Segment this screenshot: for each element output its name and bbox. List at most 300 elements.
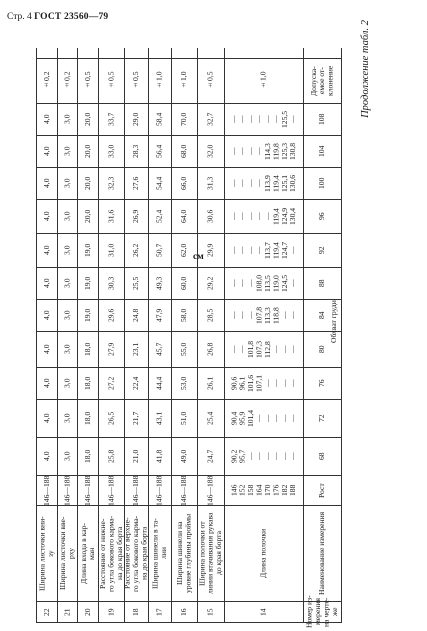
size-value-96 [149, 199, 172, 233]
row-number-text: 17 [154, 608, 164, 616]
growth-values-text: 146—188 [62, 475, 72, 506]
size-value-100-text: 54,4 [154, 176, 164, 191]
size-value-72 [99, 399, 124, 437]
size-value-100 [149, 167, 172, 199]
size-value-96 [37, 199, 58, 233]
size-value-84 [99, 299, 124, 331]
size-value-72 [225, 399, 303, 437]
size-value-80-text: 3,0 [62, 344, 72, 355]
growth-values-text: 146—188 [154, 475, 164, 506]
size-value-80-text: — — 101,8 107,3 112,8 — — — [229, 340, 298, 359]
size-value-88 [125, 267, 148, 299]
row-number-text: 18 [131, 608, 141, 616]
size-value-100 [78, 167, 99, 199]
size-value-84-text: 3,0 [62, 310, 72, 321]
size-value-108 [37, 103, 58, 135]
col-header-size-104 [304, 135, 341, 167]
size-value-96-text: 64,0 [179, 209, 189, 224]
size-value-84 [58, 299, 77, 331]
measurement-name [172, 505, 197, 601]
tolerance-value [37, 58, 58, 103]
size-value-96-text: — — — — — 119,4 124,9 130,4 [229, 207, 298, 226]
size-value-88-text: — — — 108,0 113,5 119,0 124,5 — [229, 274, 298, 293]
size-value-100 [125, 167, 148, 199]
col-header-size-100-text: 100 [317, 177, 327, 190]
size-value-80 [172, 331, 197, 367]
growth-values [37, 475, 58, 505]
size-value-72-text: 3,0 [62, 413, 72, 424]
growth-values-text: 146—188 [106, 475, 116, 506]
col-header-size-68-text: 68 [317, 452, 327, 461]
size-value-84 [149, 299, 172, 331]
size-value-76 [78, 367, 99, 399]
table-row-16 [171, 48, 197, 623]
size-value-88 [225, 267, 303, 299]
row-number [78, 601, 99, 623]
size-value-88-text: 29,2 [205, 276, 215, 291]
size-value-88 [99, 267, 124, 299]
size-value-76-text: 3,0 [62, 378, 72, 389]
size-value-100-text: 66,0 [179, 176, 189, 191]
size-value-104-text: 3,0 [62, 146, 72, 157]
tolerance-value [198, 58, 224, 103]
row-number-text: 22 [41, 608, 51, 616]
row-number [225, 601, 303, 623]
size-value-96 [78, 199, 99, 233]
col-header-size-104-text: 104 [317, 145, 327, 158]
measurement-name [58, 505, 77, 601]
size-value-92 [225, 233, 303, 267]
measurement-name [78, 505, 99, 601]
table-row-19 [98, 48, 124, 623]
size-value-80-text: 18,0 [82, 342, 92, 357]
row-number [149, 601, 172, 623]
measurement-name [149, 505, 172, 601]
size-value-88 [78, 267, 99, 299]
measurement-name [99, 505, 124, 601]
size-value-96 [198, 199, 224, 233]
size-value-92 [149, 233, 172, 267]
table-row-17 [148, 48, 172, 623]
size-value-84-text: 58,0 [179, 308, 189, 323]
growth-values [125, 475, 148, 505]
size-value-88 [37, 267, 58, 299]
size-value-100 [99, 167, 124, 199]
tolerance-value [172, 58, 197, 103]
size-value-92-text: 62,0 [179, 243, 189, 258]
size-value-104 [198, 135, 224, 167]
tolerance-value-text: ±0,5 [131, 71, 141, 91]
measurement-name-text: Ширина листочки вни- зу [37, 516, 55, 591]
col-header-size-76 [304, 367, 341, 399]
tolerance-value-text: ±0,5 [82, 71, 92, 91]
tolerance-value-text: ±0,5 [106, 71, 116, 91]
size-value-108-text: 70,0 [179, 112, 189, 127]
size-value-108 [172, 103, 197, 135]
growth-values-text: 146—188 [205, 475, 215, 506]
size-value-104-text: 68,0 [179, 144, 189, 159]
size-value-76-text: 90,6 96,1 101,6 107,1 — — — — [229, 374, 298, 393]
size-value-88-text: 30,3 [106, 276, 116, 291]
col-header-size-72 [304, 399, 341, 437]
tolerance-value [225, 58, 303, 103]
size-value-68-text: 18,0 [82, 449, 92, 464]
size-value-108 [78, 103, 99, 135]
size-value-100-text: 4,0 [41, 178, 51, 189]
table-row-14 [224, 48, 303, 623]
row-number [37, 601, 58, 623]
size-value-92-text: 26,2 [131, 243, 141, 258]
size-value-100-text: 20,0 [82, 176, 92, 191]
size-value-68-text: 49,0 [179, 449, 189, 464]
tolerance-value-text: ±1,0 [154, 71, 164, 91]
measurement-name [225, 505, 303, 601]
size-value-80-text: 55,0 [179, 342, 189, 357]
size-value-76 [198, 367, 224, 399]
size-value-80 [37, 331, 58, 367]
size-value-108 [149, 103, 172, 135]
col-header-growth [304, 475, 341, 505]
size-value-88 [149, 267, 172, 299]
size-value-100-text: — — — — 113,9 119,4 125,1 130,6 [229, 174, 298, 193]
measurement-name-text: Длина входа в кар- ман [78, 523, 97, 584]
col-header-tolerance-text: Допуска- емое от- клонение [308, 65, 335, 97]
tolerance-value [125, 58, 148, 103]
size-value-68-text: 41,8 [154, 449, 164, 464]
size-value-72-text: 18,0 [82, 411, 92, 426]
size-value-72 [198, 399, 224, 437]
size-value-84-text: — — — 107,8 113,3 118,8 — — [229, 306, 298, 325]
col-header-size-76-text: 76 [317, 379, 327, 388]
size-value-76 [225, 367, 303, 399]
size-value-68 [58, 437, 77, 475]
col-header-size-72-text: 72 [317, 414, 327, 423]
size-value-68 [37, 437, 58, 475]
measurement-name-text: Ширина шинели на уровне глубины проймы [175, 513, 193, 594]
size-value-104-text: 4,0 [41, 146, 51, 157]
size-value-96-text: 30,6 [205, 209, 215, 224]
size-value-104 [125, 135, 148, 167]
table-continuation-caption: Продолжение табл. 2 [360, 20, 371, 118]
size-value-100-text: 31,3 [205, 176, 215, 191]
size-value-76-text: 27,2 [106, 376, 116, 391]
growth-values [99, 475, 124, 505]
size-value-68 [225, 437, 303, 475]
size-value-104-text: 33,0 [106, 144, 116, 159]
size-value-68-text: 3,0 [62, 451, 72, 462]
size-value-104-text: — — — — 114,3 119,8 125,3 130,8 [229, 142, 298, 161]
size-value-80-text: 23,1 [131, 342, 141, 357]
col-header-size-88-text: 88 [317, 279, 327, 288]
size-value-68-text: 25,8 [106, 449, 116, 464]
size-value-100-text: 32,3 [106, 176, 116, 191]
measurement-name-text: Расстояние от верхне- го угла бокового карма- на до края борта [122, 515, 149, 592]
size-value-88 [58, 267, 77, 299]
row-number-text: 20 [82, 608, 92, 616]
size-value-108 [225, 103, 303, 135]
page-number: Стр. 4 [7, 12, 32, 22]
size-value-96 [58, 199, 77, 233]
size-value-88-text: 25,5 [131, 276, 141, 291]
col-header-size-80-text: 80 [317, 345, 327, 354]
size-value-108-text: 3,0 [62, 114, 72, 125]
col-header-num-text: Номер из- мерения на черте- же [304, 595, 339, 629]
size-value-76 [149, 367, 172, 399]
tolerance-value-text: ±0,2 [41, 71, 51, 91]
size-value-96 [125, 199, 148, 233]
size-value-104 [99, 135, 124, 167]
size-value-80-text: 26,8 [205, 342, 215, 357]
size-value-108-text: 29,0 [131, 112, 141, 127]
measurement-table [14, 48, 342, 629]
size-value-68 [198, 437, 224, 475]
table-row-15 [197, 48, 224, 623]
growth-values-text: 146—188 [179, 475, 189, 506]
size-value-68 [172, 437, 197, 475]
size-value-88 [172, 267, 197, 299]
size-value-68 [99, 437, 124, 475]
measurement-name-text: Длина полочки [258, 528, 268, 579]
size-value-80-text: 4,0 [41, 344, 51, 355]
row-number-text: 19 [106, 608, 116, 616]
size-value-104 [225, 135, 303, 167]
size-value-84 [37, 299, 58, 331]
size-value-104 [78, 135, 99, 167]
size-value-104 [172, 135, 197, 167]
growth-values-text: 146—188 [131, 475, 141, 506]
size-value-68 [149, 437, 172, 475]
row-number-text: 16 [179, 608, 189, 616]
size-value-96 [225, 199, 303, 233]
size-value-72 [78, 399, 99, 437]
measurement-name [37, 505, 58, 601]
col-header-growth-text: Рост [317, 483, 327, 498]
size-value-80 [225, 331, 303, 367]
page-header [7, 12, 108, 22]
size-value-84-text: 4,0 [41, 310, 51, 321]
size-value-76-text: 18,0 [82, 376, 92, 391]
size-value-96-text: 26,9 [131, 209, 141, 224]
size-value-100 [172, 167, 197, 199]
col-header-size-100 [304, 167, 341, 199]
size-value-76 [99, 367, 124, 399]
measurement-name-text: Ширина листочки вве- рху [58, 516, 76, 591]
size-value-80 [58, 331, 77, 367]
size-value-104 [149, 135, 172, 167]
size-value-76-text: 26,1 [205, 376, 215, 391]
size-value-100 [37, 167, 58, 199]
size-value-76 [37, 367, 58, 399]
row-number-text: 21 [62, 608, 72, 616]
size-value-72-text: 90,4 95,9 101,4 — — — — — [229, 409, 298, 428]
size-value-72 [58, 399, 77, 437]
size-value-88 [198, 267, 224, 299]
size-value-84 [225, 299, 303, 331]
size-value-88-text: 3,0 [62, 278, 72, 289]
measurement-name-text: Расстояние от нижне- го угла бокового карма- на до края борта [98, 515, 124, 592]
size-value-76 [125, 367, 148, 399]
tolerance-value-text: ±0,2 [62, 71, 72, 91]
table-row-21 [57, 48, 77, 623]
size-value-92 [37, 233, 58, 267]
size-value-92-text: 50,7 [154, 243, 164, 258]
size-value-92-text: 31,0 [106, 243, 116, 258]
size-value-108 [125, 103, 148, 135]
size-value-68-text: 24,7 [205, 449, 215, 464]
size-value-108 [99, 103, 124, 135]
size-value-88-text: 19,0 [82, 276, 92, 291]
tolerance-value-text: ±0,5 [205, 71, 215, 91]
size-value-92-text: — — — — 113,7 119,4 124,7 — [229, 241, 298, 260]
size-value-96 [172, 199, 197, 233]
row-number-text: 14 [258, 608, 268, 616]
measurement-name-text: Ширина шинели в та- лии [150, 518, 168, 589]
measurement-name [122, 505, 149, 601]
size-value-84-text: 47,9 [154, 308, 164, 323]
growth-values-text: 146—188 [82, 475, 92, 506]
col-header-tolerance [304, 58, 341, 103]
size-value-68-text: 90,2 95,7 — — — — — — [229, 449, 298, 464]
size-value-80-text: 45,7 [154, 342, 164, 357]
col-header-size-92 [304, 233, 341, 267]
size-value-92-text: 29,9 [205, 243, 215, 258]
size-value-100 [225, 167, 303, 199]
size-value-100-text: 3,0 [62, 178, 72, 189]
size-value-84 [198, 299, 224, 331]
table-row-20 [77, 48, 99, 623]
measurement-name [198, 505, 224, 601]
size-value-92 [172, 233, 197, 267]
size-value-88-text: 4,0 [41, 278, 51, 289]
size-value-76-text: 44,4 [154, 376, 164, 391]
size-value-108-text: 33,7 [106, 112, 116, 127]
size-value-76 [58, 367, 77, 399]
size-value-92 [99, 233, 124, 267]
tolerance-value-text: ±1,0 [179, 71, 189, 91]
standard-code: ГОСТ 23560—79 [34, 12, 109, 22]
size-value-68 [78, 437, 99, 475]
size-value-104 [37, 135, 58, 167]
size-value-84-text: 24,8 [131, 308, 141, 323]
col-header-size-96 [304, 199, 341, 233]
size-value-72 [149, 399, 172, 437]
col-header-size-108 [304, 103, 341, 135]
growth-values [149, 475, 172, 505]
size-value-92-text: 3,0 [62, 245, 72, 256]
growth-values [172, 475, 197, 505]
growth-values [225, 475, 303, 505]
size-value-96-text: 31,6 [106, 209, 116, 224]
row-number [172, 601, 197, 623]
tolerance-value [58, 58, 77, 103]
tolerance-value [78, 58, 99, 103]
col-header-num [304, 595, 341, 629]
size-value-96 [99, 199, 124, 233]
size-value-104-text: 56,4 [154, 144, 164, 159]
size-value-108-text: 58,4 [154, 112, 164, 127]
row-number [125, 601, 148, 623]
col-header-size-84-text: 84 [317, 311, 327, 320]
size-value-96-text: 20,0 [82, 209, 92, 224]
col-header-size-68 [304, 437, 341, 475]
size-value-72-text: 51,0 [179, 411, 189, 426]
size-value-92 [125, 233, 148, 267]
size-value-100 [198, 167, 224, 199]
size-value-72 [37, 399, 58, 437]
size-value-96-text: 3,0 [62, 211, 72, 222]
size-value-72 [125, 399, 148, 437]
tolerance-value-text: ±1,0 [258, 71, 268, 91]
size-value-92 [78, 233, 99, 267]
size-value-68 [125, 437, 148, 475]
size-value-84 [78, 299, 99, 331]
growth-values [58, 475, 77, 505]
size-value-92 [58, 233, 77, 267]
size-value-84-text: 29,6 [106, 308, 116, 323]
size-value-84 [172, 299, 197, 331]
size-value-104-text: 20,0 [82, 144, 92, 159]
size-value-92-text: 19,0 [82, 243, 92, 258]
growth-values-text: 146 152 158 164 170 176 182 188 [229, 484, 298, 497]
size-value-104-text: 28,3 [131, 144, 141, 159]
size-value-76 [172, 367, 197, 399]
row-number-text: 15 [205, 608, 215, 616]
col-header-size-108-text: 108 [317, 113, 327, 126]
size-value-108-text: 32,7 [205, 112, 215, 127]
size-value-72-text: 21,7 [131, 411, 141, 426]
col-header-name [304, 505, 341, 601]
col-header-size-88 [304, 267, 341, 299]
size-value-80 [125, 331, 148, 367]
size-value-100 [58, 167, 77, 199]
size-value-80-text: 27,9 [106, 342, 116, 357]
size-value-76-text: 22,4 [131, 376, 141, 391]
size-value-92 [198, 233, 224, 267]
size-value-108-text: 4,0 [41, 114, 51, 125]
size-value-72 [172, 399, 197, 437]
table-row-22 [36, 48, 58, 623]
tolerance-value [99, 58, 124, 103]
table-row-18 [124, 48, 148, 623]
girth-group-label: Обхват груди [329, 300, 338, 343]
growth-values-text: 146—188 [41, 475, 51, 506]
size-value-84 [125, 299, 148, 331]
growth-values [78, 475, 99, 505]
size-value-92-text: 4,0 [41, 245, 51, 256]
size-value-72-text: 43,1 [154, 411, 164, 426]
size-value-80 [198, 331, 224, 367]
size-value-80 [78, 331, 99, 367]
tolerance-value [149, 58, 172, 103]
row-number [99, 601, 124, 623]
size-value-104 [58, 135, 77, 167]
col-header-size-96-text: 96 [317, 212, 327, 221]
size-value-88-text: 49,3 [154, 276, 164, 291]
size-value-84-text: 19,0 [82, 308, 92, 323]
table-grid [14, 48, 342, 629]
size-value-68-text: 4,0 [41, 451, 51, 462]
col-header-name-text: Наименование измерения [317, 511, 327, 596]
size-value-108 [198, 103, 224, 135]
size-value-68-text: 21,0 [131, 449, 141, 464]
size-value-76-text: 53,0 [179, 376, 189, 391]
row-number [198, 601, 224, 623]
size-value-80 [149, 331, 172, 367]
size-value-72-text: 26,5 [106, 411, 116, 426]
size-value-72-text: 4,0 [41, 413, 51, 424]
size-value-108-text: 20,0 [82, 112, 92, 127]
growth-values [198, 475, 224, 505]
